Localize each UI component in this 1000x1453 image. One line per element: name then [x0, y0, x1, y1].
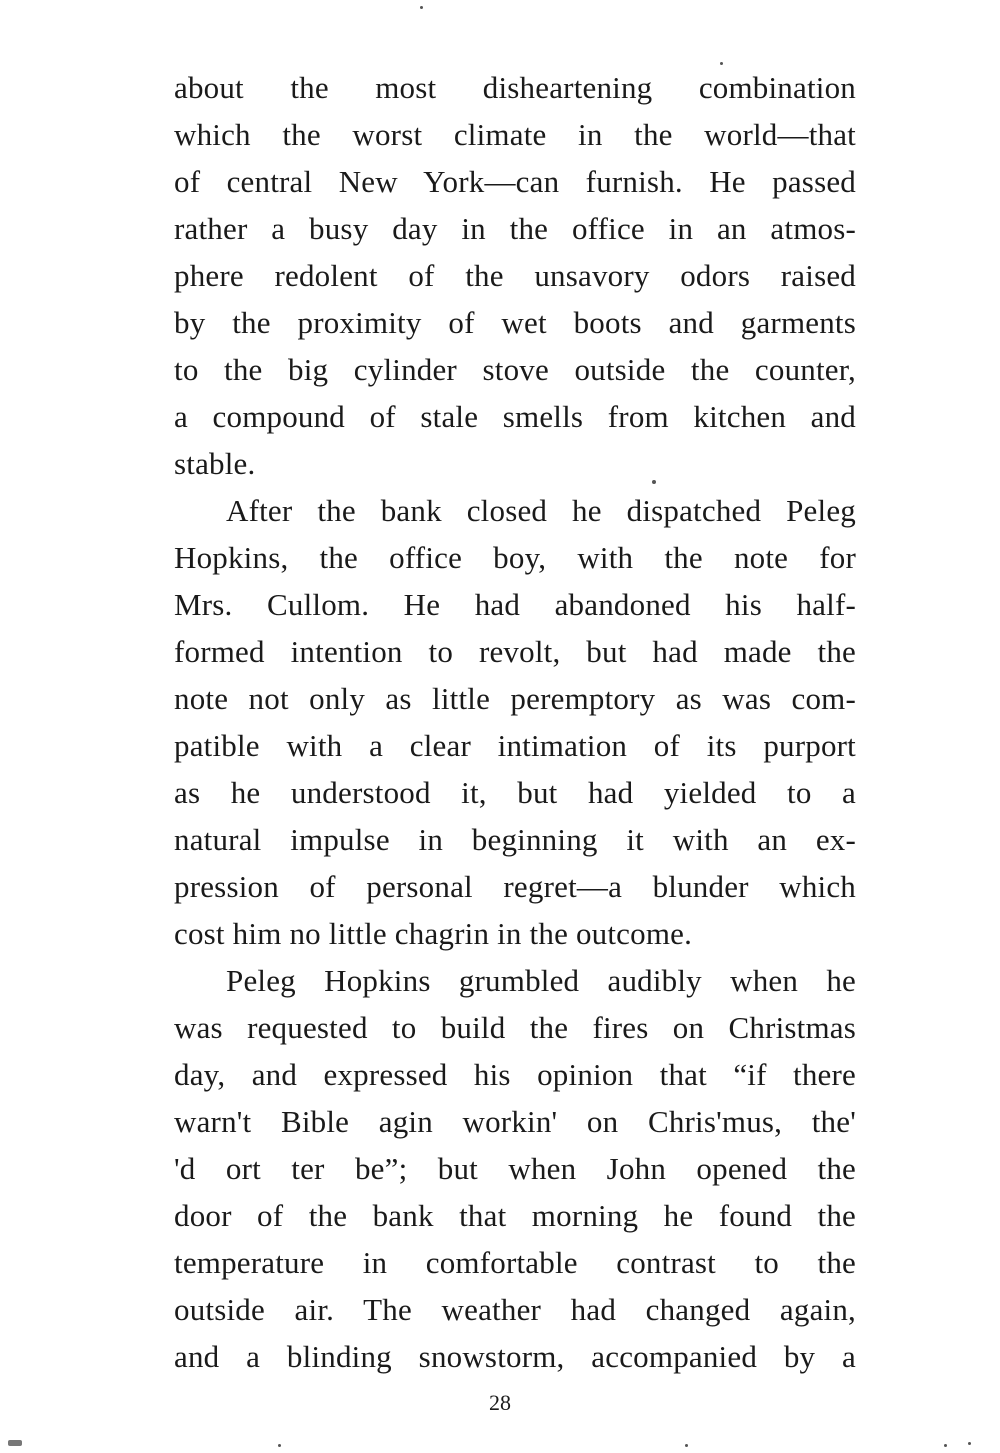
scan-speck: [685, 1444, 688, 1447]
text-line: door of the bank that morning he found the: [174, 1198, 856, 1233]
body-text: [174, 64, 856, 1380]
page-number: 28: [489, 1390, 511, 1415]
text-line: Mrs. Cullom. He had abandoned his half-: [174, 587, 856, 622]
scan-speck: [8, 1440, 22, 1446]
text-line: Hopkins, the office boy, with the note for: [174, 540, 856, 575]
text-line: temperature in comfortable contrast to the: [174, 1245, 856, 1280]
scan-speck: [652, 480, 656, 484]
paragraph-first-line: Peleg Hopkins grumbled audibly when he: [226, 963, 856, 998]
text-line: outside air. The weather had changed again,: [174, 1292, 856, 1327]
text-line: which the worst climate in the world—that: [174, 117, 856, 152]
text-line: to the big cylinder stove outside the counter,: [174, 352, 856, 387]
text-line: natural impulse in beginning it with an ex-: [174, 822, 856, 857]
text-line: patible with a clear intimation of its purport: [174, 728, 856, 763]
scan-speck: [278, 1444, 281, 1447]
text-line: by the proximity of wet boots and garments: [174, 305, 856, 340]
text-line: pression of personal regret—a blunder which: [174, 869, 856, 904]
text-line: day, and expressed his opinion that “if there: [174, 1057, 856, 1092]
text-line: as he understood it, but had yielded to a: [174, 775, 856, 810]
text-line: note not only as little peremptory as was com-: [174, 681, 856, 716]
text-line: a compound of stale smells from kitchen and: [174, 399, 856, 434]
text-line: 'd ort ter be”; but when John opened the: [174, 1151, 856, 1186]
text-line: rather a busy day in the office in an atmos-: [174, 211, 856, 246]
text-line: was requested to build the fires on Christmas: [174, 1010, 856, 1045]
scan-speck: [720, 62, 723, 65]
scan-speck: [420, 6, 423, 9]
text-line: phere redolent of the unsavory odors raised: [174, 258, 856, 293]
text-line: cost him no little chagrin in the outcome.: [174, 916, 693, 951]
text-line: of central New York—can furnish. He passed: [174, 164, 856, 199]
text-line: about the most disheartening combination: [174, 70, 856, 105]
text-line: formed intention to revolt, but had made the: [174, 634, 856, 669]
text-line: warn't Bible agin workin' on Chris'mus, the': [174, 1104, 856, 1139]
text-line: and a blinding snowstorm, accompanied by a: [174, 1339, 856, 1374]
scan-speck: [968, 1442, 971, 1445]
scan-speck: [944, 1444, 947, 1447]
paragraph-first-line: After the bank closed he dispatched Peleg: [226, 493, 856, 528]
text-line: stable.: [174, 446, 256, 481]
